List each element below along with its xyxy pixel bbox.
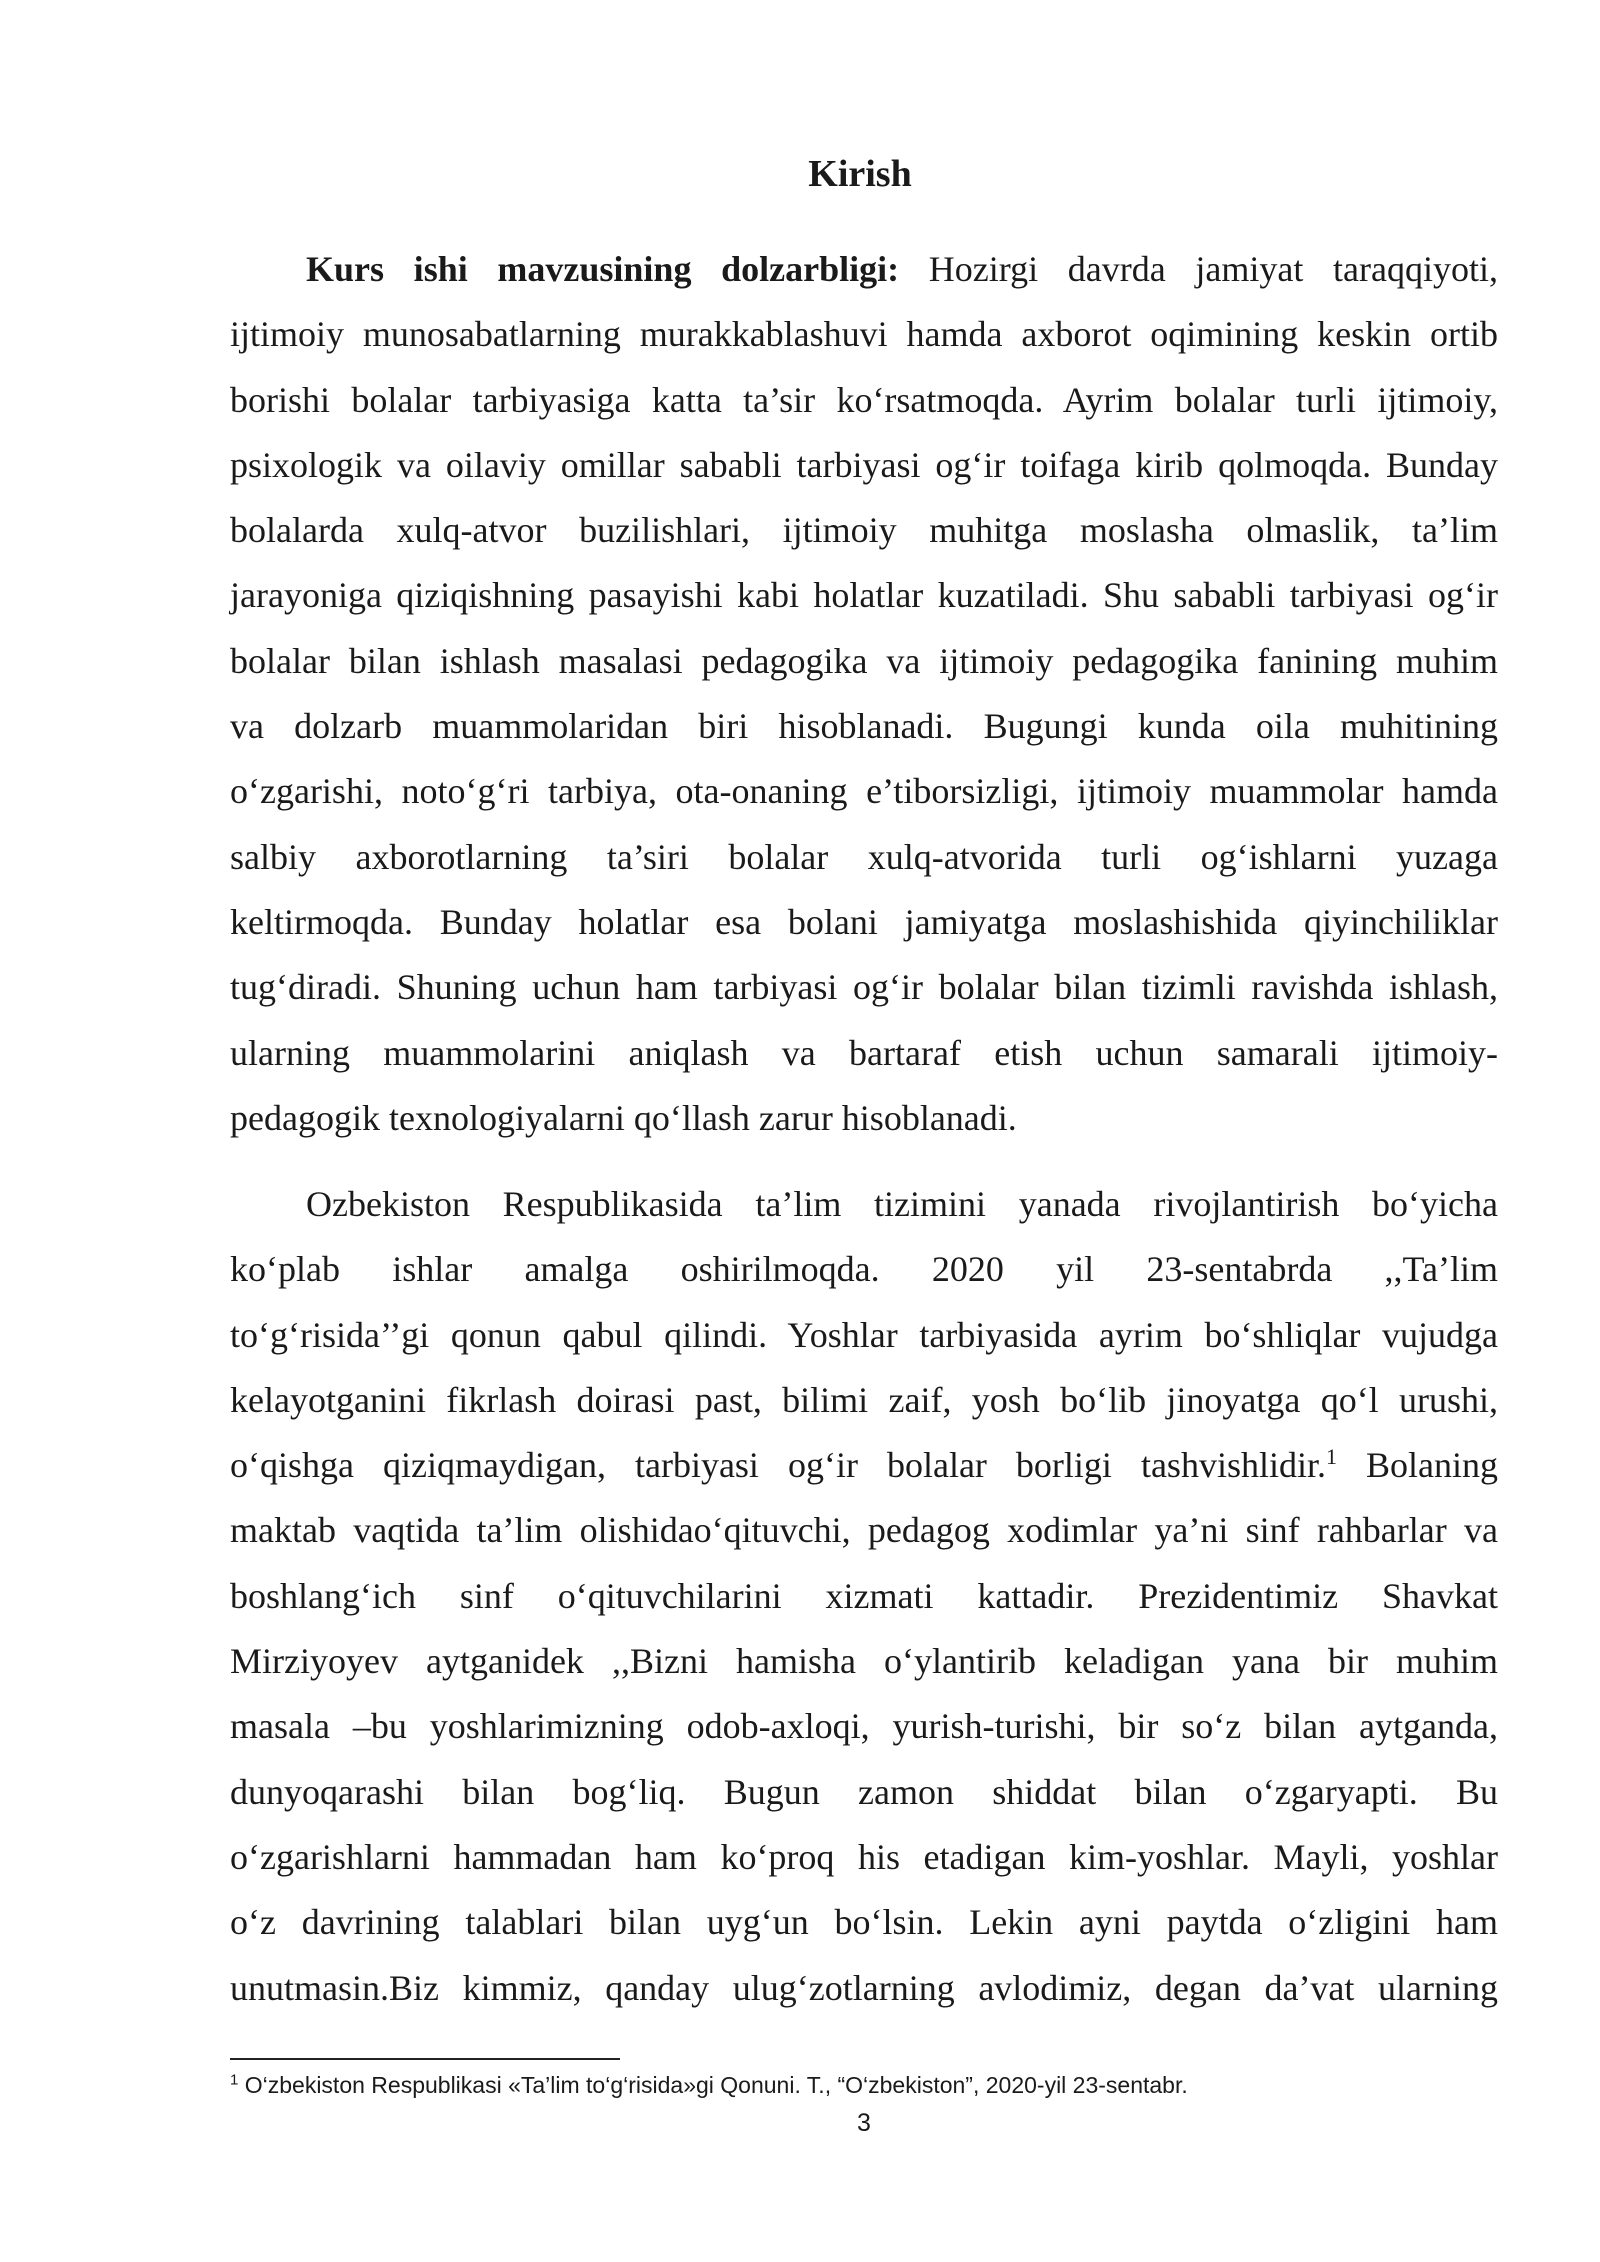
paragraph-line: va dolzarb muammolaridan biri hisoblanadi. Bugungi kunda oila muhitining	[230, 706, 1498, 747]
paragraph-line: Ozbekiston Respublikasida ta’lim tizimini yanada rivojlantirish bo‘yicha	[306, 1184, 1498, 1224]
section-heading: Kirish	[808, 153, 912, 195]
paragraph-line: to‘g‘risida’’gi qonun qabul qilindi. Yoshlar tarbiyasida ayrim bo‘shliqlar vujudga	[230, 1314, 1498, 1355]
paragraph-line: jarayoniga qiziqishning pasayishi kabi holatlar kuzatiladi. Shu sababli tarbiyasi og‘ir	[230, 575, 1498, 616]
paragraph-line: masala –bu yoshlarimizning odob-axloqi, yurish-turishi, bir so‘z bilan aytganda,	[230, 1706, 1498, 1747]
paragraph-line: bolalarda xulq-atvor buzilishlari, ijtimoiy muhitga moslasha olmaslik, ta’lim	[230, 510, 1498, 551]
paragraph-line	[230, 237, 1498, 302]
paragraph-line: unutmasin.Biz kimmiz, qanday ulug‘zotlarning avlodimiz, degan da’vat ularning	[230, 1967, 1498, 2008]
paragraph-line: ijtimoiy munosabatlarning murakkablashuvi hamda axborot oqimining keskin ortib	[230, 314, 1498, 355]
bold-lead-phrase: Kurs ishi mavzusining dolzarbligi:	[306, 249, 900, 289]
paragraph-line: tug‘diradi. Shuning uchun ham tarbiyasi og‘ir bolalar bilan tizimli ravishda ishlash,	[230, 967, 1498, 1008]
paragraph-line: salbiy axborotlarning ta’siri bolalar xulq-atvorida turli og‘ishlarni yuzaga	[230, 836, 1498, 877]
paragraph-line: boshlang‘ich sinf o‘qituvchilarini xizmati kattadir. Prezidentimiz Shavkat	[230, 1575, 1498, 1616]
paragraph-line: o‘zgarishi, noto‘g‘ri tarbiya, ota-onaning e’tiborsizligi, ijtimoiy muammolar hamda	[230, 771, 1498, 812]
footnote-text: O‘zbekiston Respublikasi «Ta’lim to‘g‘risida»gi Qonuni. T., “O‘zbekiston”, 2020-yil 23-sentabr.	[238, 2072, 1188, 2098]
footnote-reference[interactable]: 1	[1325, 1444, 1337, 1470]
paragraph-line: o‘zgarishlarni hammadan ham ko‘proq his etadigan kim-yoshlar. Mayli, yoshlar	[230, 1836, 1498, 1877]
paragraph-line: keltirmoqda. Bunday holatlar esa bolani jamiyatga moslashishida qiyinchiliklar	[230, 901, 1498, 942]
paragraph-line: psixologik va oilaviy omillar sababli tarbiyasi og‘ir toifaga kirib qolmoqda. Bunday	[230, 444, 1498, 485]
footnote	[230, 2068, 1498, 2102]
paragraph-line: kelayotganini fikrlash doirasi past, bilimi zaif, yosh bo‘lib jinoyatga qo‘l urushi,	[230, 1379, 1498, 1420]
paragraph-line-text: Hozirgi davrda jamiyat taraqqiyoti,	[899, 249, 1499, 289]
paragraph-law-context	[230, 1172, 1498, 2021]
paragraph-line: ularning muammolarini aniqlash va bartaraf etish uchun samarali ijtimoiy-	[230, 1032, 1498, 1073]
paragraph-line-text: o‘qishga qiziqmaydigan, tarbiyasi og‘ir bolalar borligi tashvishlidir.	[230, 1445, 1326, 1486]
paragraph-line: maktab vaqtida ta’lim olishidao‘qituvchi, pedagog xodimlar ya’ni sinf rahbarlar va	[230, 1510, 1498, 1551]
paragraph-relevance	[230, 237, 1498, 1151]
paragraph-line: ko‘plab ishlar amalga oshirilmoqda. 2020 yil 23-sentabrda ,,Ta’lim	[230, 1249, 1498, 1290]
footnote-separator	[230, 2058, 620, 2060]
paragraph-line: o‘z davrining talablari bilan uyg‘un bo‘lsin. Lekin ayni paytda o‘zligini ham	[230, 1902, 1498, 1943]
footnote-marker: 1	[230, 2071, 239, 2089]
paragraph-line	[230, 1433, 1498, 1498]
paragraph-line: bolalar bilan ishlash masalasi pedagogika va ijtimoiy pedagogika fanining muhim	[230, 640, 1498, 681]
paragraph-line: borishi bolalar tarbiyasiga katta ta’sir ko‘rsatmoqda. Ayrim bolalar turli ijtimoiy,	[230, 379, 1498, 420]
paragraph-line: Mirziyoyev aytganidek ,,Bizni hamisha o‘ylantirib keladigan yana bir muhim	[230, 1641, 1498, 1682]
page-number: 3	[857, 2109, 871, 2137]
paragraph-line: dunyoqarashi bilan bog‘liq. Bugun zamon shiddat bilan o‘zgaryapti. Bu	[230, 1771, 1498, 1812]
paragraph-line: pedagogik texnologiyalarni qo‘llash zarur hisoblanadi.	[230, 1097, 1017, 1138]
paragraph-line-text: Bolaning	[1336, 1445, 1498, 1486]
